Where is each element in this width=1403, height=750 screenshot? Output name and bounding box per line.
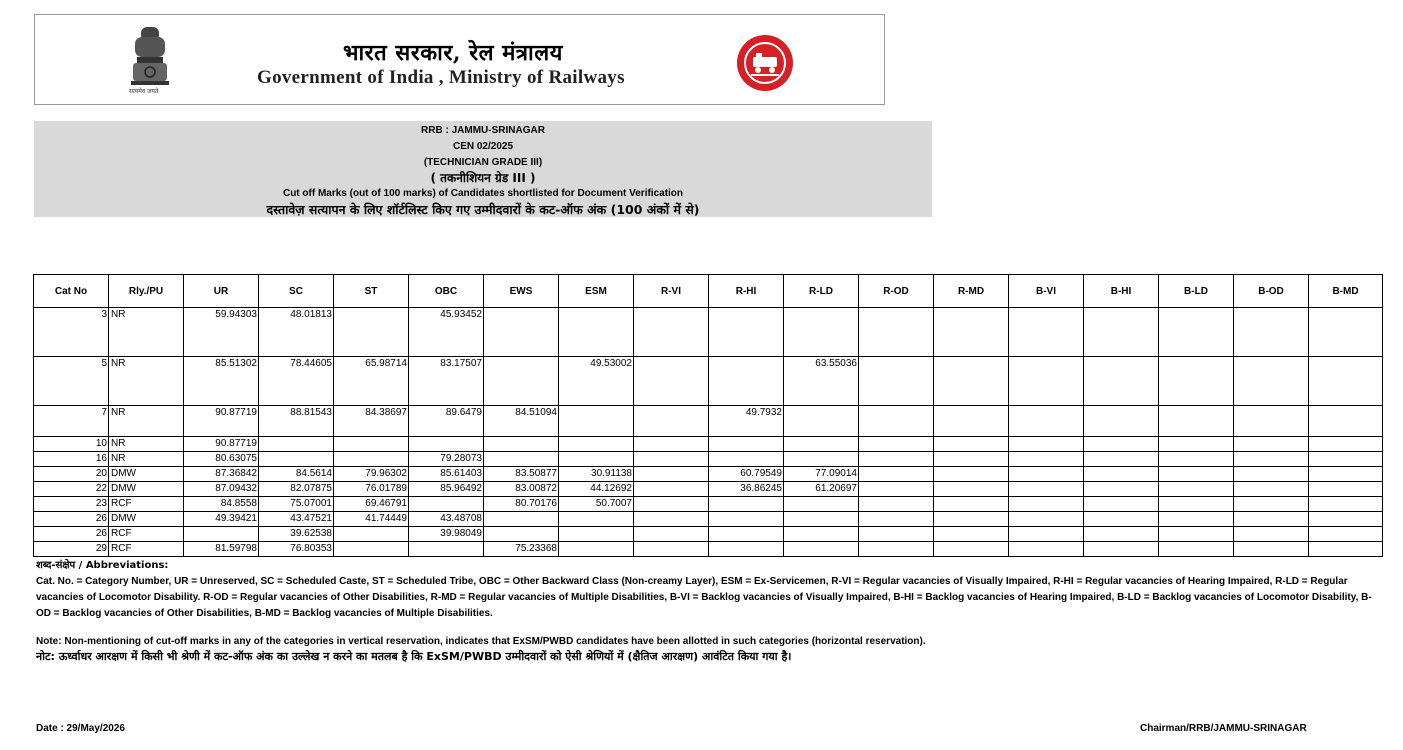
table-cell <box>559 437 634 452</box>
table-cell <box>859 452 934 467</box>
table-cell: 87.09432 <box>184 482 259 497</box>
table-cell <box>184 527 259 542</box>
column-header: SC <box>259 275 334 308</box>
column-header: B-HI <box>1084 275 1159 308</box>
table-cell: 26 <box>34 527 109 542</box>
table-cell <box>1159 357 1234 406</box>
table-cell <box>1009 406 1084 437</box>
table-cell: 75.07001 <box>259 497 334 512</box>
table-cell <box>1009 357 1084 406</box>
table-cell: 79.96302 <box>334 467 409 482</box>
table-cell: 22 <box>34 482 109 497</box>
table-cell <box>709 527 784 542</box>
table-cell <box>1309 467 1383 482</box>
table-cell <box>859 357 934 406</box>
letterhead-english: Government of India , Ministry of Railways <box>257 67 625 88</box>
table-cell <box>1084 467 1159 482</box>
table-cell <box>1009 437 1084 452</box>
table-cell: 76.01789 <box>334 482 409 497</box>
table-cell <box>334 542 409 557</box>
table-cell <box>784 452 859 467</box>
table-cell <box>934 527 1009 542</box>
table-cell <box>259 437 334 452</box>
table-cell <box>934 406 1009 437</box>
notice-date: Date : 29/May/2026 <box>36 723 125 734</box>
table-cell <box>334 527 409 542</box>
table-cell: 43.48708 <box>409 512 484 527</box>
table-cell <box>1084 308 1159 357</box>
table-cell: NR <box>109 357 184 406</box>
table-cell <box>259 452 334 467</box>
table-cell <box>334 308 409 357</box>
table-cell <box>1009 512 1084 527</box>
table-cell <box>634 467 709 482</box>
table-cell <box>1159 308 1234 357</box>
table-cell: 85.96492 <box>409 482 484 497</box>
table-cell <box>1084 357 1159 406</box>
notice-subject: Cut off Marks (out of 100 marks) of Candidates shortlisted for Document Verification <box>282 188 684 199</box>
table-cell <box>1309 497 1383 512</box>
column-header: R-VI <box>634 275 709 308</box>
table-cell: 84.8558 <box>184 497 259 512</box>
table-cell <box>709 357 784 406</box>
table-cell <box>934 437 1009 452</box>
table-cell <box>1084 452 1159 467</box>
table-cell <box>859 542 934 557</box>
table-cell: RCF <box>109 542 184 557</box>
table-cell: 75.23368 <box>484 542 559 557</box>
table-cell <box>1009 452 1084 467</box>
table-cell: 5 <box>34 357 109 406</box>
table-cell <box>1309 406 1383 437</box>
table-cell: 48.01813 <box>259 308 334 357</box>
table-cell: NR <box>109 452 184 467</box>
table-cell: NR <box>109 308 184 357</box>
table-cell <box>934 467 1009 482</box>
table-cell <box>859 437 934 452</box>
column-header: Rly./PU <box>109 275 184 308</box>
indian-railways-logo-icon <box>735 33 795 93</box>
column-header: B-MD <box>1309 275 1383 308</box>
table-cell <box>484 512 559 527</box>
table-cell <box>1084 482 1159 497</box>
table-cell <box>409 497 484 512</box>
table-cell: 10 <box>34 437 109 452</box>
table-cell <box>484 452 559 467</box>
table-cell <box>709 512 784 527</box>
table-cell <box>934 308 1009 357</box>
table-row <box>34 467 1383 482</box>
table-cell <box>1084 542 1159 557</box>
table-cell: 7 <box>34 406 109 437</box>
table-cell: 90.87719 <box>184 437 259 452</box>
table-cell <box>784 497 859 512</box>
table-cell <box>1009 497 1084 512</box>
table-cell: 30.91138 <box>559 467 634 482</box>
table-cell <box>934 357 1009 406</box>
table-cell: NR <box>109 437 184 452</box>
table-cell: 82.07875 <box>259 482 334 497</box>
table-cell: 44.12692 <box>559 482 634 497</box>
post-name-hindi: ( तकनीशियन ग्रेड III ) <box>430 171 536 185</box>
table-cell: 83.00872 <box>484 482 559 497</box>
emblem-caption: सत्यमेव जयते <box>129 88 159 95</box>
table-cell <box>1009 527 1084 542</box>
table-cell <box>1309 482 1383 497</box>
table-cell <box>634 542 709 557</box>
column-header: B-OD <box>1234 275 1309 308</box>
table-cell <box>1159 482 1234 497</box>
table-cell <box>784 542 859 557</box>
table-cell <box>634 357 709 406</box>
table-cell <box>484 357 559 406</box>
table-cell <box>1234 542 1309 557</box>
table-cell <box>934 497 1009 512</box>
table-cell: 79.28073 <box>409 452 484 467</box>
column-header: OBC <box>409 275 484 308</box>
table-cell <box>859 406 934 437</box>
table-cell <box>559 452 634 467</box>
abbreviations-title: शब्द-संक्षेप / Abbreviations: <box>36 560 169 571</box>
table-cell <box>559 527 634 542</box>
table-cell: DMW <box>109 467 184 482</box>
table-cell <box>934 482 1009 497</box>
table-cell <box>1309 512 1383 527</box>
table-cell <box>1084 512 1159 527</box>
table-cell <box>1234 482 1309 497</box>
table-row <box>34 542 1383 557</box>
column-header: R-OD <box>859 275 934 308</box>
table-cell: 81.59798 <box>184 542 259 557</box>
table-cell: 84.38697 <box>334 406 409 437</box>
table-cell <box>1009 467 1084 482</box>
table-cell <box>1159 452 1234 467</box>
board-name: RRB : JAMMU-SRINAGAR <box>421 125 545 136</box>
table-cell: 29 <box>34 542 109 557</box>
table-cell <box>859 512 934 527</box>
table-cell <box>709 497 784 512</box>
column-header: Cat No <box>34 275 109 308</box>
table-cell: 3 <box>34 308 109 357</box>
column-header: R-MD <box>934 275 1009 308</box>
table-cell: 77.09014 <box>784 467 859 482</box>
table-cell <box>634 512 709 527</box>
table-cell <box>1309 308 1383 357</box>
table-cell: DMW <box>109 482 184 497</box>
table-row <box>34 452 1383 467</box>
table-cell <box>709 308 784 357</box>
table-cell: 78.44605 <box>259 357 334 406</box>
column-header: B-VI <box>1009 275 1084 308</box>
table-cell: 83.50877 <box>484 467 559 482</box>
table-row <box>34 308 1383 357</box>
table-cell <box>1309 527 1383 542</box>
table-cell <box>484 308 559 357</box>
table-cell <box>709 437 784 452</box>
column-header: UR <box>184 275 259 308</box>
table-cell: 80.70176 <box>484 497 559 512</box>
table-cell: 20 <box>34 467 109 482</box>
table-cell <box>1084 437 1159 452</box>
table-row <box>34 437 1383 452</box>
table-cell <box>1159 542 1234 557</box>
table-cell: 39.62538 <box>259 527 334 542</box>
table-cell <box>634 497 709 512</box>
table-cell <box>784 406 859 437</box>
table-cell <box>634 482 709 497</box>
cen-number: CEN 02/2025 <box>452 141 514 152</box>
table-cell <box>784 512 859 527</box>
table-cell <box>559 512 634 527</box>
table-cell <box>709 452 784 467</box>
letterhead <box>34 14 885 105</box>
table-cell <box>934 512 1009 527</box>
table-cell <box>934 542 1009 557</box>
table-cell <box>1159 512 1234 527</box>
table-row <box>34 482 1383 497</box>
table-cell <box>1234 452 1309 467</box>
table-cell <box>634 406 709 437</box>
table-cell: DMW <box>109 512 184 527</box>
table-cell <box>409 437 484 452</box>
notice-subject-hindi: दस्तावेज़ सत्यापन के लिए शॉर्टलिस्ट किए गए उम्मीदवारों के कट-ऑफ अंक (100 अंकों में से) <box>266 202 700 217</box>
table-cell: 65.98714 <box>334 357 409 406</box>
table-cell: 84.51094 <box>484 406 559 437</box>
column-header: ST <box>334 275 409 308</box>
table-cell <box>859 467 934 482</box>
table-cell: 43.47521 <box>259 512 334 527</box>
table-cell <box>1009 542 1084 557</box>
table-cell <box>784 308 859 357</box>
table-cell <box>934 452 1009 467</box>
table-cell: 49.53002 <box>559 357 634 406</box>
table-cell <box>634 308 709 357</box>
table-cell <box>484 437 559 452</box>
table-cell <box>484 527 559 542</box>
table-cell: 39.98049 <box>409 527 484 542</box>
column-header: EWS <box>484 275 559 308</box>
table-row <box>34 512 1383 527</box>
table-cell: 69.46791 <box>334 497 409 512</box>
table-cell <box>1009 308 1084 357</box>
table-cell: 85.61403 <box>409 467 484 482</box>
table-cell <box>1234 527 1309 542</box>
column-header: R-LD <box>784 275 859 308</box>
table-cell <box>1234 512 1309 527</box>
table-cell <box>784 437 859 452</box>
table-cell: 76.80353 <box>259 542 334 557</box>
abbreviations-text: Cat. No. = Category Number, UR = Unreserved, SC = Scheduled Caste, ST = Scheduled Tribe, OBC = Other Backward Class (Non-creamy Layer), ESM = Ex-Servicemen, R-VI = Regular vacancies of Visually Impaired, R-HI = Regular vacancies of Hearing Impaired, R-LD = Regular vacancies of Locomotor Disability. R-OD = Regular vacancies of Other Disabilities, R-MD = Regular vacancies of Multiple Disabilities, B-VI = Backlog vacancies of Visually Impaired, B-HI = Backlog vacancies of Hearing Impaired, B-LD = Backlog vacancies of Locomotor Disability, B-OD = Backlog vacancies of Other Disabilities, B-MD = Backlog vacancies of Multiple Disabilities. <box>36 576 1372 619</box>
table-cell: 50.7007 <box>559 497 634 512</box>
table-cell <box>1159 527 1234 542</box>
table-cell: 89.6479 <box>409 406 484 437</box>
table-cell: 84.5614 <box>259 467 334 482</box>
table-header-row <box>34 275 1383 308</box>
table-cell <box>1159 497 1234 512</box>
column-header: R-HI <box>709 275 784 308</box>
notice-title-block <box>34 121 932 217</box>
table-cell: 87.36842 <box>184 467 259 482</box>
table-cell: 83.17507 <box>409 357 484 406</box>
note-english: Note: Non-mentioning of cut-off marks in any of the categories in vertical reservation, indicates that ExSM/PWBD candidates have been allotted in such categories (horizontal reservation). <box>36 636 926 647</box>
table-cell <box>1234 497 1309 512</box>
table-row <box>34 406 1383 437</box>
table-cell: 41.74449 <box>334 512 409 527</box>
table-cell <box>334 437 409 452</box>
table-cell <box>559 406 634 437</box>
table-cell <box>1084 527 1159 542</box>
table-cell <box>634 452 709 467</box>
table-cell <box>634 437 709 452</box>
post-name: (TECHNICIAN GRADE III) <box>423 157 543 168</box>
table-cell <box>1234 406 1309 437</box>
cutoff-table <box>33 274 1383 557</box>
table-cell: 80.63075 <box>184 452 259 467</box>
table-cell: RCF <box>109 527 184 542</box>
table-cell: 16 <box>34 452 109 467</box>
table-cell <box>334 452 409 467</box>
table-cell <box>1159 406 1234 437</box>
table-cell <box>1009 482 1084 497</box>
table-cell <box>859 527 934 542</box>
note-hindi: नोट: ऊर्ध्वाधर आरक्षण में किसी भी श्रेणी में कट-ऑफ अंक का उल्लेख न करने का मतलब है कि ExSM/PWBD उम्मीदवारों को ऐसी श्रेणियों में (क्षैतिज आरक्षण) आवंटित किया गया है। <box>36 650 792 663</box>
table-cell <box>1309 357 1383 406</box>
table-cell <box>859 308 934 357</box>
table-cell <box>559 308 634 357</box>
note-block <box>36 634 1381 664</box>
table-cell <box>1234 357 1309 406</box>
column-header: ESM <box>559 275 634 308</box>
table-cell: 88.81543 <box>259 406 334 437</box>
column-header: B-LD <box>1159 275 1234 308</box>
table-cell <box>559 542 634 557</box>
table-cell <box>784 527 859 542</box>
table-cell <box>1234 467 1309 482</box>
table-cell: 49.7932 <box>709 406 784 437</box>
abbreviations-block <box>36 558 1381 622</box>
table-cell: 23 <box>34 497 109 512</box>
table-cell <box>1234 437 1309 452</box>
table-cell: 36.86245 <box>709 482 784 497</box>
table-cell <box>1309 437 1383 452</box>
table-cell: 63.55036 <box>784 357 859 406</box>
table-cell <box>1309 542 1383 557</box>
letterhead-hindi: भारत सरकार, रेल मंत्रालय <box>343 40 563 66</box>
table-cell: 61.20697 <box>784 482 859 497</box>
table-row <box>34 357 1383 406</box>
table-cell <box>1309 452 1383 467</box>
table-cell: 49.39421 <box>184 512 259 527</box>
table-cell: NR <box>109 406 184 437</box>
table-cell <box>1084 497 1159 512</box>
table-cell <box>1084 406 1159 437</box>
table-cell <box>709 542 784 557</box>
signatory: Chairman/RRB/JAMMU-SRINAGAR <box>1140 723 1307 734</box>
table-cell: 59.94303 <box>184 308 259 357</box>
table-cell <box>409 542 484 557</box>
table-cell: 60.79549 <box>709 467 784 482</box>
table-cell <box>634 527 709 542</box>
table-row <box>34 527 1383 542</box>
table-cell: 26 <box>34 512 109 527</box>
table-cell <box>859 497 934 512</box>
table-cell <box>1159 437 1234 452</box>
table-cell <box>859 482 934 497</box>
table-cell <box>1234 308 1309 357</box>
table-cell: 90.87719 <box>184 406 259 437</box>
table-row <box>34 497 1383 512</box>
table-cell: RCF <box>109 497 184 512</box>
table-cell: 45.93452 <box>409 308 484 357</box>
table-cell: 85.51302 <box>184 357 259 406</box>
table-cell <box>1159 467 1234 482</box>
